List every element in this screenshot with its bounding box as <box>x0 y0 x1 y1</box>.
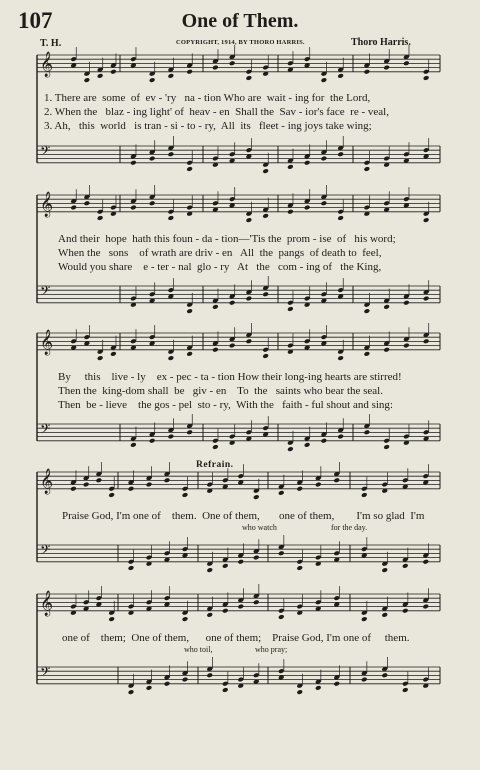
verse-3-line-1: 3. Ah, this world is tran - si - to - ry, All its fleet - ing joys take wing; <box>44 120 372 132</box>
verse-2-line-1: 2. When the blaz - ing light' of heav - en Shall the Sav - ior's face re - veal, <box>44 106 389 118</box>
treble-clef-icon: 𝄞 <box>40 330 54 355</box>
refrain-bass-words-3: who toil, <box>184 645 213 654</box>
verse-2-line-3: Then the king-dom shall be giv - en To the saints who bear the seal. <box>58 385 383 397</box>
verse-1-line-3: By this live - ly ex - pec - ta - tion How their long-ing hearts are stirred! <box>58 371 402 383</box>
verse-2-line-2: When the sons of wrath are driv - en All the pangs of death to feel, <box>58 247 382 259</box>
treble-clef-icon: 𝄞 <box>40 192 54 217</box>
refrain-line-2: one of them; One of them, one of them; Praise God, I'm one of them. <box>62 632 410 644</box>
treble-clef-icon: 𝄞 <box>40 469 54 494</box>
bass-clef-icon: 𝄢 <box>40 283 51 302</box>
treble-clef-icon: 𝄞 <box>40 591 54 616</box>
bass-clef-icon: 𝄢 <box>40 664 51 683</box>
verse-1-line-1: 1. There are some of ev - 'ry na - tion Who are wait - ing for the Lord, <box>44 92 371 104</box>
refrain-line-1: Praise God, I'm one of them. One of them, one of them, I'm so glad I'm <box>62 510 425 522</box>
hymn-title: One of Them. <box>181 10 299 32</box>
treble-clef-icon: 𝄞 <box>40 52 54 77</box>
verse-3-line-2: Would you share e - ter - nal glo - ry At the com - ing of the King, <box>58 261 382 273</box>
refrain-bass-words-2: for the day. <box>331 523 368 532</box>
composer-name: Thoro Harris. <box>351 37 411 48</box>
verse-1-line-2: And their hope hath this foun - da - tion—'Tis the prom - ise of his word; <box>58 233 396 245</box>
refrain-bass-words-1: who watch <box>242 523 277 532</box>
author-initials: T. H. <box>40 38 62 49</box>
bass-clef-icon: 𝄢 <box>40 421 51 440</box>
refrain-bass-words-4: who pray; <box>255 645 288 654</box>
verse-3-line-3: Then be - lieve the gos - pel sto - ry, With the faith - ful shout and sing: <box>58 399 393 411</box>
bass-clef-icon: 𝄢 <box>40 542 51 561</box>
hymn-number: 107 <box>18 8 53 33</box>
refrain-label: Refrain. <box>196 460 234 470</box>
copyright-notice: COPYRIGHT, 1914, BY THORO HARRIS. <box>176 39 305 46</box>
bass-clef-icon: 𝄢 <box>40 143 51 162</box>
